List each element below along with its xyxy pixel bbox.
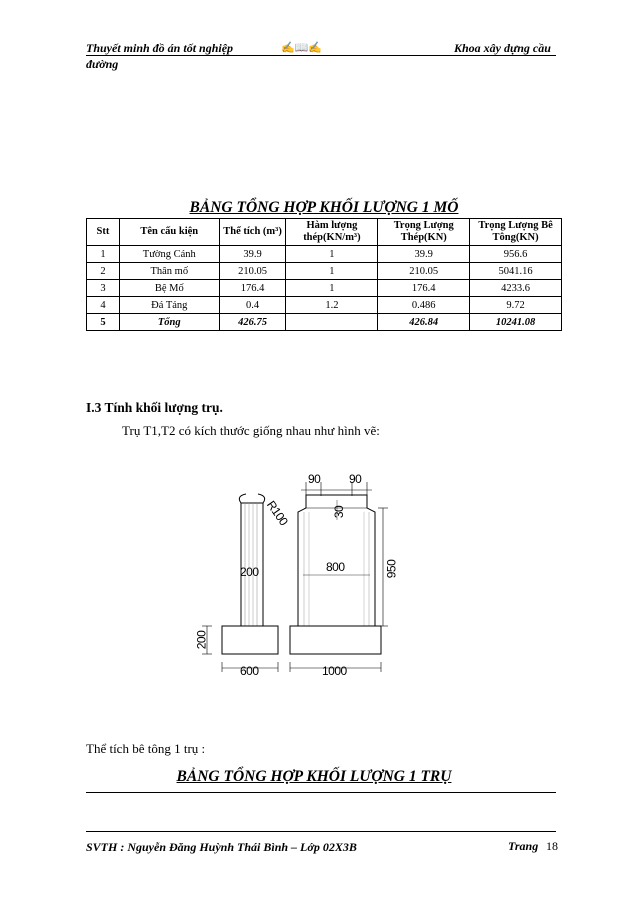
table2-title: BẢNG TỔNG HỢP KHỐI LƯỢNG 1 TRỤ [176, 768, 452, 785]
dim-pier-width: 800 [326, 560, 345, 574]
table-cell: 426.84 [378, 314, 470, 331]
footer-page-number: 18 [546, 839, 558, 853]
table-cell: 1 [286, 280, 378, 297]
dim-pier-height: 950 [384, 559, 399, 579]
table-cell: 426.75 [219, 314, 286, 331]
table-cell: 4 [87, 297, 120, 314]
col-header: Tên cấu kiện [119, 219, 219, 246]
table-row [87, 280, 562, 297]
table-cell: 1 [286, 246, 378, 263]
table-total-row [87, 314, 562, 331]
table-row [87, 246, 562, 263]
dim-footing-side: 600 [240, 664, 259, 678]
header-title-line2: đường [86, 57, 119, 71]
table-cell: 0.4 [219, 297, 286, 314]
section-heading: I.3 Tính khối lượng trụ. [86, 400, 223, 415]
footer-page-word: Trang [508, 839, 539, 853]
table-cell: 210.05 [378, 263, 470, 280]
table-cell: 2 [87, 263, 120, 280]
table-cell: 1 [87, 246, 120, 263]
table-row [87, 297, 562, 314]
table-cell: 9.72 [470, 297, 562, 314]
dim-pier-side: 200 [240, 565, 259, 579]
table-cell: Tổng [119, 314, 219, 331]
table-cell: 1.2 [286, 297, 378, 314]
table-cell: Thân mố [119, 263, 219, 280]
table-cell: 5 [87, 314, 120, 331]
table-cell: 176.4 [219, 280, 286, 297]
dim-radius: R100 [263, 498, 291, 528]
col-header: Trọng Lượng Thép(KN) [378, 219, 470, 246]
dim-top-right: 90 [349, 472, 362, 486]
header-pen-book-icon: ✍📖✍ [281, 42, 323, 54]
table-cell: 39.9 [378, 246, 470, 263]
dim-footing-height: 200 [194, 630, 209, 650]
table1-title: BẢNG TỔNG HỢP KHỐI LƯỢNG 1 MỐ [189, 199, 459, 216]
dim-top-left: 90 [308, 472, 321, 486]
table-cell: 5041.16 [470, 263, 562, 280]
table-cell: Tường Cánh [119, 246, 219, 263]
footer-rule [86, 831, 556, 832]
abutment-volume-table [86, 218, 562, 331]
table-cell: 0.486 [378, 297, 470, 314]
volume-text: Thể tích bê tông 1 trụ : [86, 741, 206, 756]
dim-cap: 30 [332, 505, 347, 519]
col-header: Hàm lượng thép(KN/m³) [286, 219, 378, 246]
table-cell: 956.6 [470, 246, 562, 263]
dimension-lines [202, 482, 388, 672]
table-cell [286, 314, 378, 331]
col-header: Thể tích (m³) [219, 219, 286, 246]
table2-top-rule [86, 792, 556, 793]
header-title-line1: Thuyết minh đồ án tốt nghiệp [86, 41, 234, 55]
table-cell: Bệ Mố [119, 280, 219, 297]
table-cell: 39.9 [219, 246, 286, 263]
table-cell: 3 [87, 280, 120, 297]
col-header: Stt [87, 219, 120, 246]
header-faculty: Khoa xây dựng cầu [454, 41, 551, 55]
table-cell: Đá Tảng [119, 297, 219, 314]
table-cell: 176.4 [378, 280, 470, 297]
col-header: Trọng Lượng Bê Tông(KN) [470, 219, 562, 246]
table-header-row [87, 219, 562, 246]
footer-student: SVTH : Nguyễn Đăng Huỳnh Thái Bình – Lớp 02X3B [86, 840, 357, 854]
table-row [87, 263, 562, 280]
dim-footing-width: 1000 [322, 664, 347, 678]
table-cell: 1 [286, 263, 378, 280]
table-cell: 10241.08 [470, 314, 562, 331]
section-text: Trụ T1,T2 có kích thước giống nhau như hình vẽ: [122, 423, 380, 438]
table-cell: 4233.6 [470, 280, 562, 297]
table-cell: 210.05 [219, 263, 286, 280]
header-rule [86, 55, 556, 56]
